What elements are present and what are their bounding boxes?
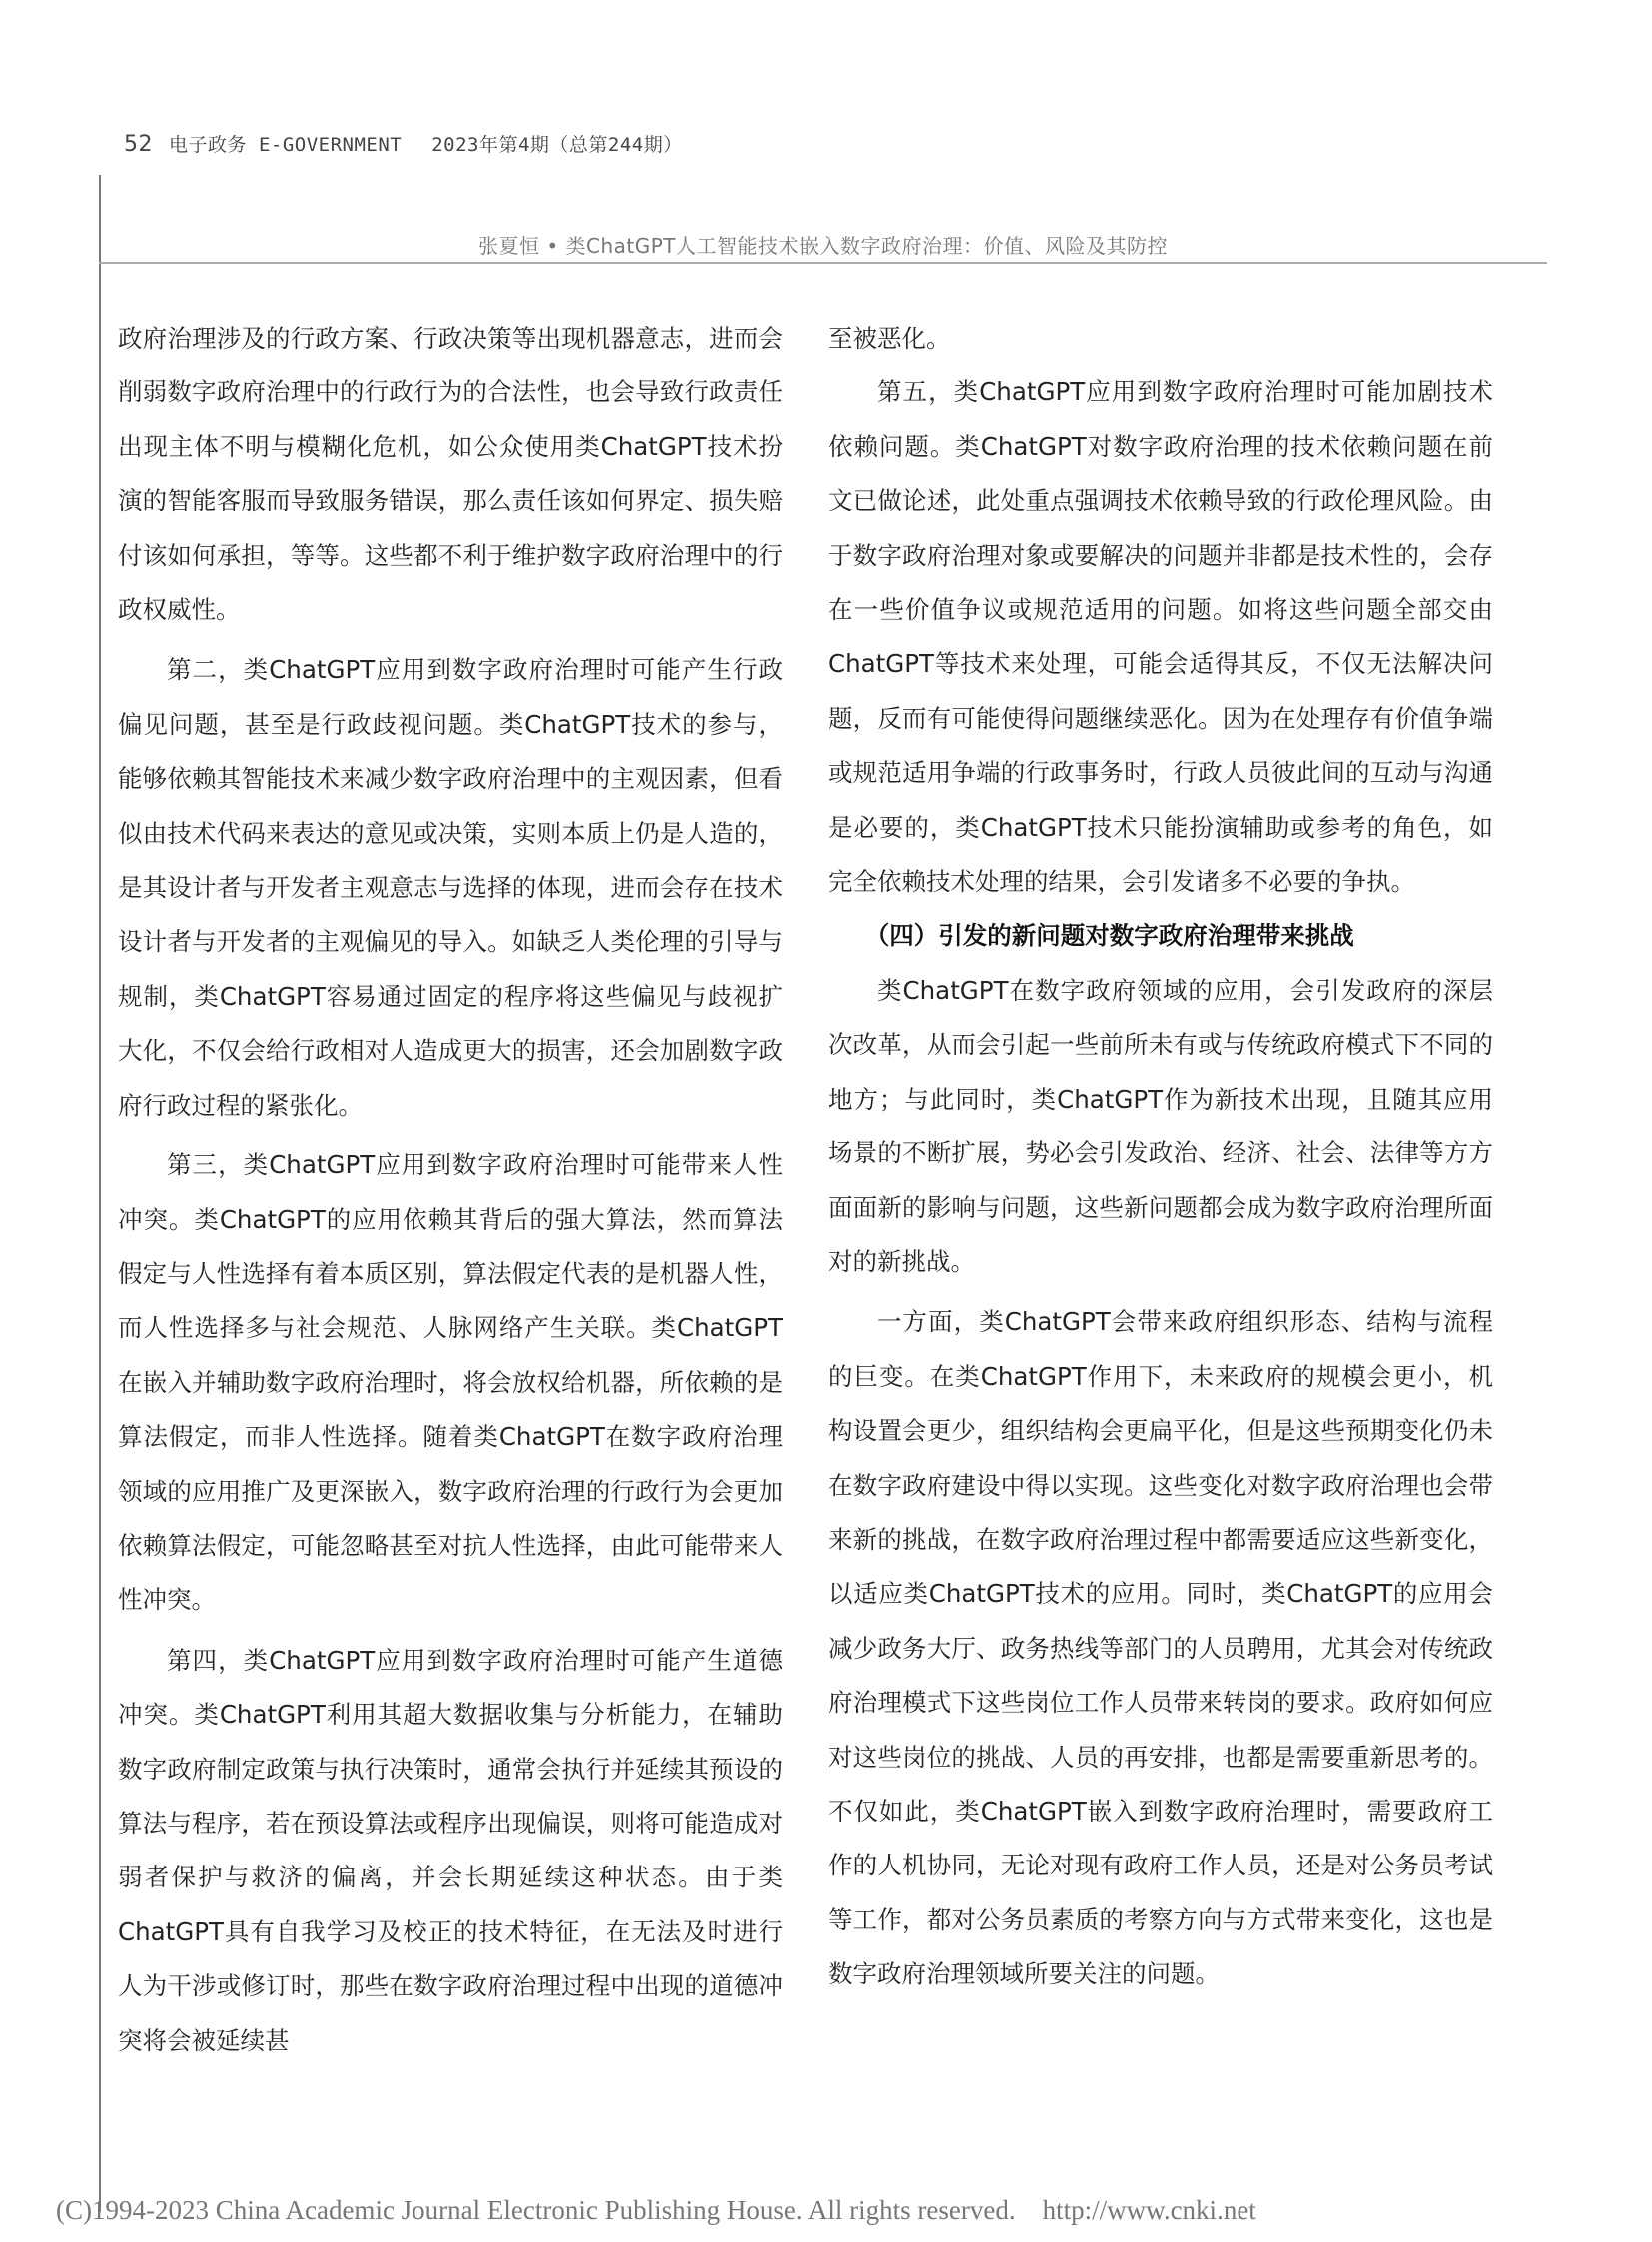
running-head (124, 130, 683, 157)
footer (56, 2195, 1256, 2226)
left-column (118, 312, 783, 2068)
copyright-text: (C)1994-2023 China Academic Journal Electronic Publishing House. All rights reserved. (56, 2195, 1016, 2225)
paragraph-second: 第二，类ChatGPT应用到数字政府治理时可能产生行政偏见问题，甚至是行政歧视问题。类ChatGPT技术的参与，能够依赖其智能技术来减少数字政府治理中的主观因素，但看似由技术代码来表达的意见或决策，实则本质上仍是人造的，是其设计者与开发者主观意志与选择的体现，进而会存在技术设计者与开发者的主观偏见的导入。如缺乏人类伦理的引导与规制，类ChatGPT容易通过固定的程序将这些偏见与歧视扩大化，不仅会给行政相对人造成更大的损害，还会加剧数字政府行政过程的紧张化。 (118, 655, 783, 1120)
page-number: 52 (124, 132, 153, 157)
right-column (828, 312, 1493, 2002)
paragraph-fifth: 第五，类ChatGPT应用到数字政府治理时可能加剧技术依赖问题。类ChatGPT对数字政府治理的技术依赖问题在前文已做论述，此处重点强调技术依赖导致的行政伦理风险。由于数字政府治理对象或要解决的问题并非都是技术性的，会存在一些价值争议或规范适用的问题。如将这些问题全部交由ChatGPT等技术来处理，可能会适得其反，不仅无法解决问题，反而有可能使得问题继续恶化。因为在处理存有价值争端或规范适用争端的行政事务时，行政人员彼此间的互动与沟通是必要的，类ChatGPT技术只能扮演辅助或参考的角色，如完全依赖技术处理的结果，会引发诸多不必要的争执。 (828, 377, 1493, 897)
issue-info: 2023年第4期（总第244期） (431, 134, 683, 156)
paragraph-one-hand: 一方面，类ChatGPT会带来政府组织形态、结构与流程的巨变。在类ChatGPT作用下，未来政府的规模会更小，机构设置会更少，组织结构会更扁平化，但是这些预期变化仍未在数字政府建设中得以实现。这些变化对数字政府治理也会带来新的挑战，在数字政府治理过程中都需要适应这些新变化，以适应类ChatGPT技术的应用。同时，类ChatGPT的应用会减少政务大厅、政务热线等部门的人员聘用，尤其会对传统政府治理模式下这些岗位工作人员带来转岗的要求。政府如何应对这些岗位的挑战、人员的再安排，也都是需要重新思考的。不仅如此，类ChatGPT嵌入到数字政府治理时，需要政府工作的人机协同，无论对现有政府工作人员，还是对公务员考试等工作，都对公务员素质的考察方向与方式带来变化，这也是数字政府治理领域所要关注的问题。 (828, 1307, 1493, 1989)
article-title: 张夏恒 • 类ChatGPT人工智能技术嵌入数字政府治理：价值、风险及其防控 (477, 234, 1169, 258)
section-heading: （四）引发的新问题对数字政府治理带来挑战 (864, 921, 1354, 951)
journal-name: 电子政务 E-GOVERNMENT (169, 134, 403, 156)
left-margin-rule (99, 175, 101, 2212)
footer-url[interactable]: http://www.cnki.net (1042, 2195, 1256, 2225)
paragraph-third: 第三，类ChatGPT应用到数字政府治理时可能带来人性冲突。类ChatGPT的应用依赖其背后的强大算法，然而算法假定与人性选择有着本质区别，算法假定代表的是机器人性，而人性选择多与社会规范、人脉网络产生关联。类ChatGPT在嵌入并辅助数字政府治理时，将会放权给机器，所依赖的是算法假定，而非人性选择。随着类ChatGPT在数字政府治理领域的应用推广及更深嵌入，数字政府治理的行政行为会更加依赖算法假定，可能忽略甚至对抗人性选择，由此可能带来人性冲突。 (118, 1150, 783, 1615)
paragraph-continuation-right: 至被恶化。 (828, 324, 951, 353)
paragraph-continuation: 政府治理涉及的行政方案、行政决策等出现机器意志，进而会削弱数字政府治理中的行政行为的合法性，也会导致行政责任出现主体不明与模糊化危机，如公众使用类ChatGPT技术扮演的智能客服而导致服务错误，那么责任该如何界定、损失赔付该如何承担，等等。这些都不利于维护数字政府治理中的行政权威性。 (118, 324, 783, 625)
header-rule (99, 262, 1547, 264)
paragraph-fourth: 第四，类ChatGPT应用到数字政府治理时可能产生道德冲突。类ChatGPT利用其超大数据收集与分析能力，在辅助数字政府制定政策与执行决策时，通常会执行并延续其预设的算法与程序，若在预设算法或程序出现偏误，则将可能造成对弱者保护与救济的偏离，并会长期延续这种状态。由于类ChatGPT具有自我学习及校正的技术特征，在无法及时进行人为干涉或修订时，那些在数字政府治理过程中出现的道德冲突将会被延续甚 (118, 1645, 783, 2055)
paragraph-intro: 类ChatGPT在数字政府领域的应用，会引发政府的深层次改革，从而会引起一些前所未有或与传统政府模式下不同的地方；与此同时，类ChatGPT作为新技术出现，且随其应用场景的不断扩展，势必会引发政治、经济、社会、法律等方方面面新的影响与问题，这些新问题都会成为数字政府治理所面对的新挑战。 (828, 975, 1493, 1276)
